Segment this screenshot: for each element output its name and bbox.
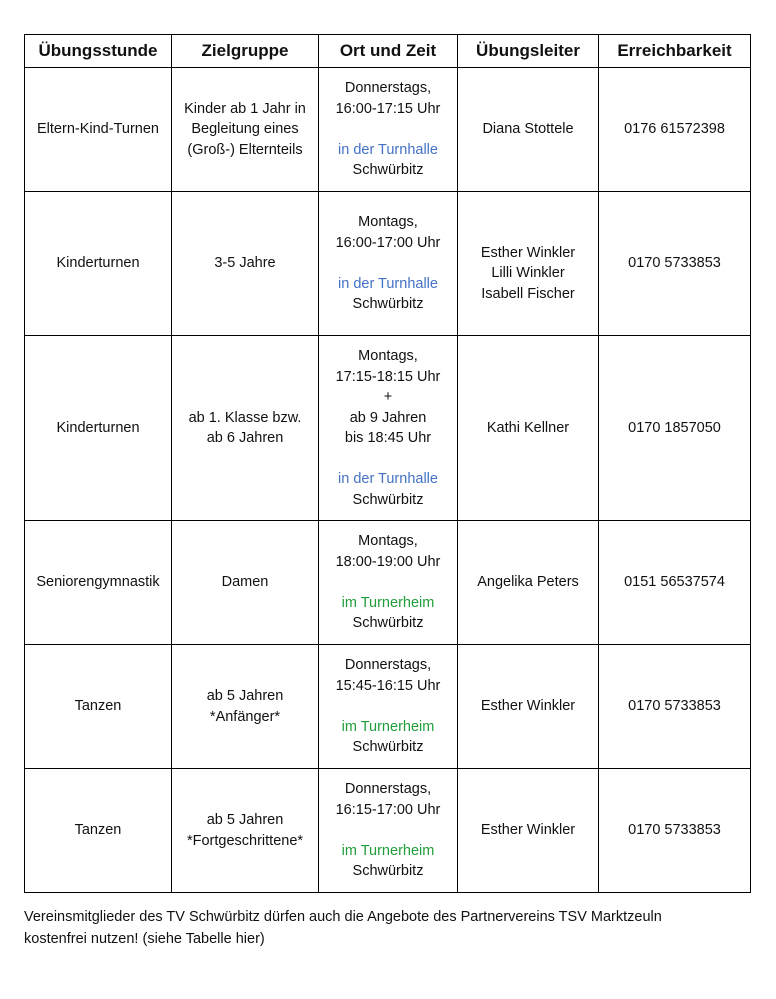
time-line: bis 18:45 Uhr <box>344 430 432 446</box>
time-line: 18:00-19:00 Uhr <box>335 553 441 570</box>
phone-cell: 0170 1857050 <box>599 336 751 521</box>
time-line: Montags, <box>358 214 418 231</box>
time-line: 15:45-16:15 Uhr <box>335 677 441 694</box>
target-line: (Groß-) Elternteils <box>187 141 303 158</box>
course-cell: Kinderturnen <box>25 336 172 521</box>
target-cell <box>172 68 319 192</box>
place-turnhalle: in der Turnhalle <box>338 141 438 158</box>
course-cell: Tanzen <box>25 769 172 893</box>
course-cell: Kinderturnen <box>25 192 172 336</box>
header-erreichbarkeit: Erreichbarkeit <box>599 35 751 68</box>
leader-name: Lilli Winkler <box>491 265 565 282</box>
course-cell: Seniorengymnastik <box>25 521 172 645</box>
place-turnerheim: im Turnerheim <box>341 718 435 735</box>
header-row <box>25 35 751 68</box>
time-line: 16:00-17:00 Uhr <box>335 234 441 251</box>
header-zielgruppe: Zielgruppe <box>172 35 319 68</box>
table-row <box>25 645 751 769</box>
leader-cell <box>458 192 599 336</box>
time-line: Montags, <box>358 348 418 364</box>
schedule-table <box>24 34 751 893</box>
time-place-cell <box>319 521 458 645</box>
place-turnhalle: in der Turnhalle <box>338 275 438 292</box>
town-line: Schwürbitz <box>352 162 424 179</box>
phone-cell: 0170 5733853 <box>599 192 751 336</box>
target-line: 3-5 Jahre <box>214 255 276 272</box>
time-place-cell <box>319 645 458 769</box>
leader-name: Esther Winkler <box>480 244 576 261</box>
time-line: 16:15-17:00 Uhr <box>335 801 441 818</box>
header-uebungsstunde: Übungsstunde <box>25 35 172 68</box>
leader-name: Kathi Kellner <box>486 419 570 436</box>
table-row <box>25 336 751 521</box>
time-line: 16:00-17:15 Uhr <box>335 100 441 117</box>
place-turnhalle: in der Turnhalle <box>338 471 438 487</box>
place-turnerheim: im Turnerheim <box>341 842 435 859</box>
leader-cell <box>458 769 599 893</box>
town-line: Schwürbitz <box>352 739 424 756</box>
leader-cell <box>458 645 599 769</box>
time-line: Donnerstags, <box>344 657 432 674</box>
phone-cell: 0170 5733853 <box>599 769 751 893</box>
place-turnerheim: im Turnerheim <box>341 594 435 611</box>
target-cell <box>172 192 319 336</box>
time-line: ab 9 Jahren <box>349 409 427 426</box>
target-cell <box>172 521 319 645</box>
target-line: *Anfänger* <box>209 708 281 725</box>
town-line: Schwürbitz <box>352 491 424 508</box>
header-ort-und-zeit: Ort und Zeit <box>319 35 458 68</box>
time-place-cell <box>319 68 458 192</box>
leader-cell <box>458 336 599 521</box>
time-line: 17:15-18:15 Uhr <box>335 368 441 385</box>
time-place-cell <box>319 769 458 893</box>
target-line: Begleitung eines <box>191 121 299 138</box>
target-line: Kinder ab 1 Jahr in <box>184 100 306 117</box>
leader-name: Esther Winkler <box>480 822 576 839</box>
course-cell: Eltern-Kind-Turnen <box>25 68 172 192</box>
header-uebungsleiter: Übungsleiter <box>458 35 599 68</box>
target-line: ab 5 Jahren <box>206 812 284 828</box>
footer-note-line: Vereinsmitglieder des TV Schwürbitz dürfen auch die Angebote des Partnervereins TSV Marktzeuln <box>24 909 662 925</box>
leader-cell <box>458 521 599 645</box>
target-cell <box>172 769 319 893</box>
target-line: ab 6 Jahren <box>206 430 284 446</box>
time-line: Montags, <box>358 533 418 550</box>
town-line: Schwürbitz <box>352 863 424 880</box>
target-cell <box>172 336 319 521</box>
target-line: ab 1. Klasse bzw. <box>188 409 302 426</box>
table-row <box>25 769 751 893</box>
table-row <box>25 68 751 192</box>
time-line: Donnerstags, <box>344 80 432 97</box>
leader-name: Isabell Fischer <box>481 285 575 302</box>
time-place-cell <box>319 192 458 336</box>
town-line: Schwürbitz <box>352 615 424 632</box>
table-row <box>25 192 751 336</box>
time-line: Donnerstags, <box>344 781 432 798</box>
time-place-cell <box>319 336 458 521</box>
phone-cell: 0176 61572398 <box>599 68 751 192</box>
footer-note <box>24 906 754 950</box>
table-row <box>25 521 751 645</box>
leader-cell <box>458 68 599 192</box>
leader-name: Diana Stottele <box>482 121 574 138</box>
leader-name: Esther Winkler <box>480 698 576 715</box>
phone-cell: 0170 5733853 <box>599 645 751 769</box>
town-line: Schwürbitz <box>352 296 424 313</box>
target-cell <box>172 645 319 769</box>
target-line: Damen <box>221 574 269 591</box>
target-line: ab 5 Jahren <box>206 688 284 704</box>
target-line: *Fortgeschrittene* <box>186 832 304 849</box>
phone-cell: 0151 56537574 <box>599 521 751 645</box>
footer-note-line: kostenfrei nutzen! (siehe Tabelle hier) <box>24 931 265 947</box>
leader-name: Angelika Peters <box>477 574 579 591</box>
time-line: + <box>383 389 393 405</box>
course-cell: Tanzen <box>25 645 172 769</box>
